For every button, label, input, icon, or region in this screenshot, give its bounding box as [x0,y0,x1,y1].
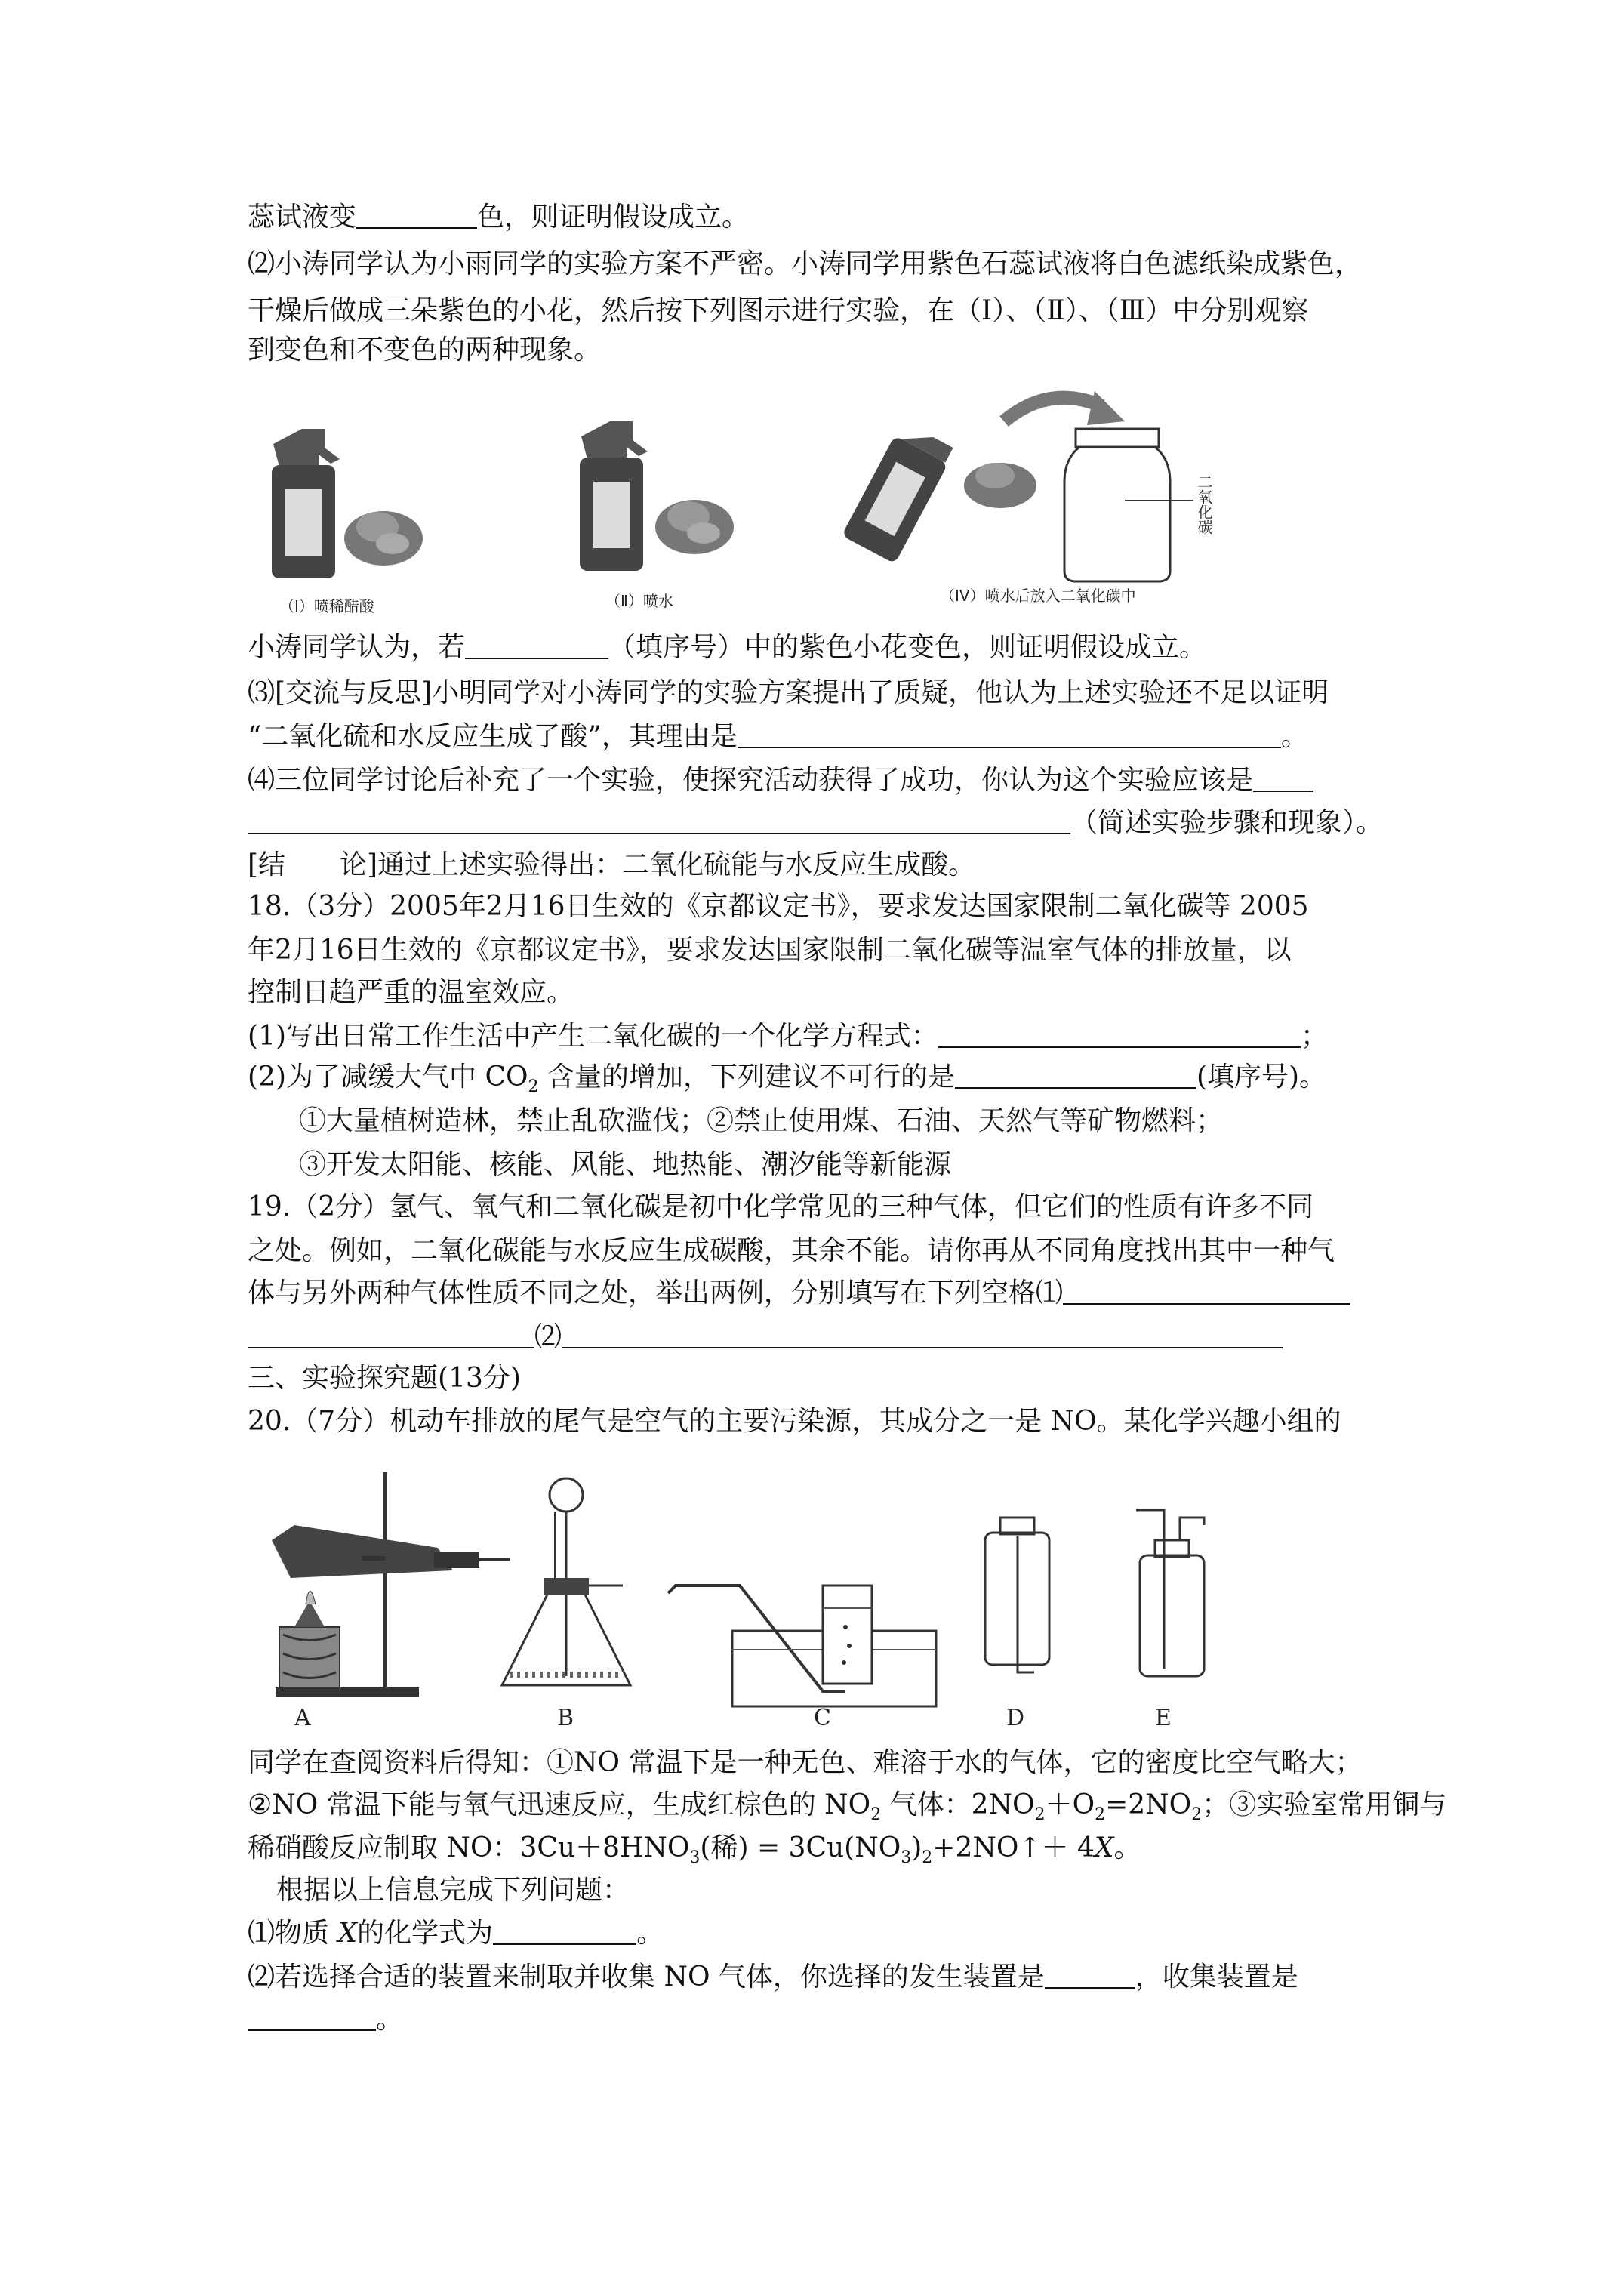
answer-blank[interactable] [738,721,1281,748]
text-line: 蕊试液变 色，则证明假设成立。 [248,202,750,233]
text-line: ⑷三位同学讨论后补充了一个实验，使探究活动获得了成功，你认为这个实验应该是 [248,763,1313,798]
answer-blank[interactable] [1045,1962,1135,1989]
text-line: ⑴物质 X的化学式为 。 [248,1918,664,1949]
answer-blank[interactable] [1063,1277,1350,1305]
text-line: ①大量植树造林，禁止乱砍滥伐；②禁止使用煤、石油、天然气等矿物燃料； [299,1105,1224,1136]
section-title: 三、实验探究题(13分) [248,1363,521,1394]
answer-blank[interactable] [248,2004,376,2031]
text-line: 到变色和不变色的两种现象。 [248,334,602,365]
gas-jar [1064,429,1193,581]
text-line: 干燥后做成三朵紫色的小花，然后按下列图示进行实验，在（I）、（Ⅱ）、（Ⅲ）中分别观察 [248,295,1309,326]
text-line: [结 论]通过上述实验得出：二氧化硫能与水反应生成酸。 [248,849,976,880]
text-line: 根据以上信息完成下列问题： [276,1875,630,1906]
sprayer-icon [842,421,956,563]
text-line: 。 [248,2002,403,2037]
sprayer-icon [272,429,340,578]
apparatus-d [985,1518,1049,1672]
apparatus-e [1136,1510,1204,1676]
answer-blank[interactable] [1253,765,1313,792]
label-b: B [557,1705,574,1731]
caption-ii: （Ⅱ）喷水 [605,592,673,610]
label-d: D [1006,1705,1025,1731]
text-line: 19.（2分）氢气、氧气和二氧化碳是初中化学常见的三种气体，但它们的性质有许多不同 [248,1191,1314,1222]
text-line: ⑵若选择合适的装置来制取并收集 NO 气体，你选择的发生装置是 ，收集装置是 [248,1962,1298,1992]
answer-blank[interactable] [493,1918,636,1945]
caption-iv: （IV）喷水后放入二氧化碳中 [940,587,1136,605]
text-line: ②NO 常温下能与氧气迅速反应，生成红棕色的 $NO_2$ 气体：$2NO_2+O_2=2NO_2$；③实验室常用铜与 [248,1789,1447,1825]
text-line: 之处。例如，二氧化碳能与水反应生成碳酸，其余不能。请你再从不同角度找出其中一种气 [248,1235,1335,1266]
answer-blank[interactable] [248,807,1070,834]
text-line: ⑵ [248,1320,1283,1354]
text-line: 小涛同学认为，若 （填序号）中的紫色小花变色，则证明假设成立。 [248,632,1207,663]
text-line: （简述实验步骤和现象）。 [248,806,1383,840]
jar-label: 二氧化碳 [1195,474,1213,535]
text-line: ⑶[交流与反思]小明同学对小涛同学的实验方案提出了质疑，他认为上述实验还不足以证明 [248,677,1329,708]
flower-icon [344,511,423,566]
text-line: (1)写出日常工作生活中产生二氧化碳的一个化学方程式： ； [248,1021,1329,1052]
text-line: 稀硝酸反应制取 NO：$3Cu+8HNO_3$(稀) = $3Cu(NO_3)_2+2NO↑+ 4X$。 [248,1832,1141,1868]
answer-blank[interactable] [955,1062,1196,1089]
apparatus-c [668,1586,936,1706]
text-line: “二氧化硫和水反应生成了酸”，其理由是 。 [248,721,1308,752]
answer-blank[interactable] [248,1321,534,1348]
answer-blank[interactable] [938,1021,1301,1048]
apparatus-a [272,1472,510,1697]
text-line: 同学在查阅资料后得知：①NO 常温下是一种无色、难溶于水的气体，它的密度比空气略大； [248,1747,1363,1778]
text-line: 20.（7分）机动车排放的尾气是空气的主要污染源，其成分之一是 NO。某化学兴趣小组的 [248,1406,1341,1437]
caption-i: （I）喷稀醋酸 [279,597,374,615]
label-c: C [814,1705,831,1731]
label-a: A [294,1705,311,1731]
text-line: ③开发太阳能、核能、风能、地热能、潮汐能等新能源 [299,1149,952,1180]
label-e: E [1155,1705,1172,1731]
figure-apparatus [249,1465,1253,1733]
text-line: ⑵小涛同学认为小雨同学的实验方案不严密。小涛同学用紫色石蕊试液将白色滤纸染成紫色， [248,248,1363,279]
text-line: 体与另外两种气体性质不同之处，举出两例，分别填写在下列空格⑴ [248,1276,1350,1311]
sprayer-icon [580,421,648,571]
apparatus-b [502,1478,630,1685]
figure-flower-experiment [249,376,1230,625]
flower-icon [964,463,1036,508]
answer-blank[interactable] [465,632,608,659]
text-line: 年2月16日生效的《京都议定书》，要求发达国家限制二氧化碳等温室气体的排放量，以 [248,935,1292,966]
answer-blank[interactable] [562,1321,1283,1348]
answer-blank[interactable] [356,202,477,229]
text-line: 18.（3分）2005年2月16日生效的《京都议定书》，要求发达国家限制二氧化碳等 2005 [248,891,1309,922]
arrow-icon [1004,398,1102,421]
text-line: (2)为了减缓大气中 $CO_2$ 含量的增加，下列建议不可行的是 (填序号)。 [248,1062,1327,1097]
flower-icon [655,500,734,554]
text-line: 控制日趋严重的温室效应。 [248,977,574,1008]
